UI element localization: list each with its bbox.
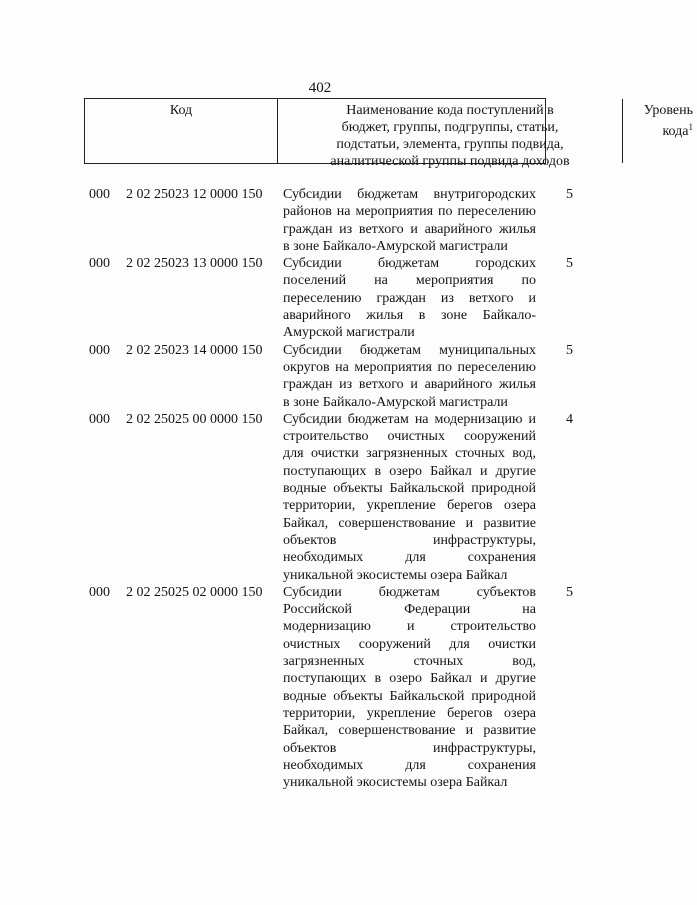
income-name-line: Субсидии бюджетам на модернизацию и [283, 411, 536, 427]
income-name-line: Субсидии бюджетам муниципальных [283, 342, 536, 358]
income-code: 2 02 25023 14 0000 150 [126, 342, 263, 358]
income-name-line: Субсидии бюджетам внутригородских [283, 187, 536, 202]
code-level: 4 [566, 411, 573, 427]
code-level: 5 [566, 342, 573, 358]
income-name-line: Амурской магистрали [283, 325, 415, 341]
header-level-word: кода [662, 124, 689, 139]
page-number: 402 [308, 80, 332, 96]
income-name-line: уникальной экосистемы озера Байкал [283, 775, 508, 791]
income-name-line: территории, укрепление берегов озера [283, 498, 536, 514]
income-name-line: водные объекты Байкальской природной [283, 481, 536, 497]
code-level: 5 [566, 256, 573, 272]
code-level: 5 [566, 187, 573, 202]
income-name [283, 186, 536, 255]
income-name-line: очистных сооружений для очистки [283, 636, 536, 652]
income-name-line: строительство очистных сооружений [283, 429, 536, 445]
income-code: 2 02 25023 12 0000 150 [126, 187, 263, 202]
income-name [283, 584, 536, 792]
income-name-line: необходимых для сохранения [283, 550, 536, 566]
admin-code: 000 [89, 187, 110, 202]
income-name [283, 255, 536, 341]
income-name-line: поселений на мероприятия по [283, 273, 536, 289]
income-name-line: для очистки загрязненных сточных вод, [283, 446, 536, 462]
admin-code: 000 [89, 342, 110, 358]
table-row [0, 186, 640, 255]
header-level-line1: Уровень [643, 103, 693, 118]
table-header [84, 98, 693, 169]
income-name-line: объектов инфраструктуры, [283, 532, 536, 548]
header-name-line: бюджет, группы, подгруппы, статьи, [341, 120, 559, 135]
income-code: 2 02 25023 13 0000 150 [126, 256, 263, 272]
income-name-line: поступающих в озеро Байкал и другие [283, 463, 536, 479]
header-name-line: Наименование кода поступлений в [346, 103, 554, 118]
income-name-line: граждан из ветхого и аварийного жилья [283, 221, 536, 237]
income-name-line: переселению граждан из ветхого и [283, 290, 536, 306]
table-row [0, 342, 640, 411]
code-level: 5 [566, 584, 573, 600]
income-name-line: граждан из ветхого и аварийного жилья [283, 377, 536, 393]
header-level-line2 [623, 119, 693, 140]
income-name-line: Российской Федерации на [283, 602, 536, 618]
header-level [623, 99, 697, 163]
admin-code: 000 [89, 256, 110, 272]
income-name [283, 411, 536, 584]
income-code: 2 02 25025 02 0000 150 [126, 584, 263, 600]
income-name-line: модернизацию и строительство [283, 619, 536, 635]
header-code: Код [85, 99, 278, 163]
income-name-line: аварийного жилья в зоне Байкало- [283, 308, 536, 324]
income-name-line: в зоне Байкало-Амурской магистрали [283, 394, 508, 410]
income-code: 2 02 25025 00 0000 150 [126, 411, 263, 427]
income-name-line: водные объекты Байкальской природной [283, 688, 536, 704]
income-name-line: загрязненных сточных вод, [283, 654, 536, 670]
header-name-line: аналитической группы подвида доходов [330, 154, 570, 169]
income-name-line: районов на мероприятия по переселению [283, 204, 536, 220]
admin-code: 000 [89, 584, 110, 600]
income-name-line: уникальной экосистемы озера Байкал [283, 567, 508, 583]
table-row [0, 411, 640, 584]
income-name-line: Байкал, совершенствование и развитие [283, 723, 536, 739]
income-name-line: объектов инфраструктуры, [283, 740, 536, 756]
income-name-line: необходимых для сохранения [283, 757, 536, 773]
income-name [283, 342, 536, 411]
header-name [278, 99, 623, 169]
income-name-line: поступающих в озеро Байкал и другие [283, 671, 536, 687]
income-name-line: Субсидии бюджетам городских [283, 256, 536, 272]
header-name-line: подстатьи, элемента, группы подвида, [336, 137, 564, 152]
income-name-line: округов на мероприятия по переселению [283, 359, 536, 375]
footnote-marker: 1 [688, 122, 693, 132]
income-name-line: Субсидии бюджетам субъектов [283, 584, 536, 600]
table-body [0, 186, 640, 791]
admin-code: 000 [89, 411, 110, 427]
income-name-line: в зоне Байкало-Амурской магистрали [283, 238, 508, 254]
income-name-line: территории, укрепление берегов озера [283, 705, 536, 721]
table-row [0, 584, 640, 792]
table-row [0, 255, 640, 341]
income-name-line: Байкал, совершенствование и развитие [283, 515, 536, 531]
